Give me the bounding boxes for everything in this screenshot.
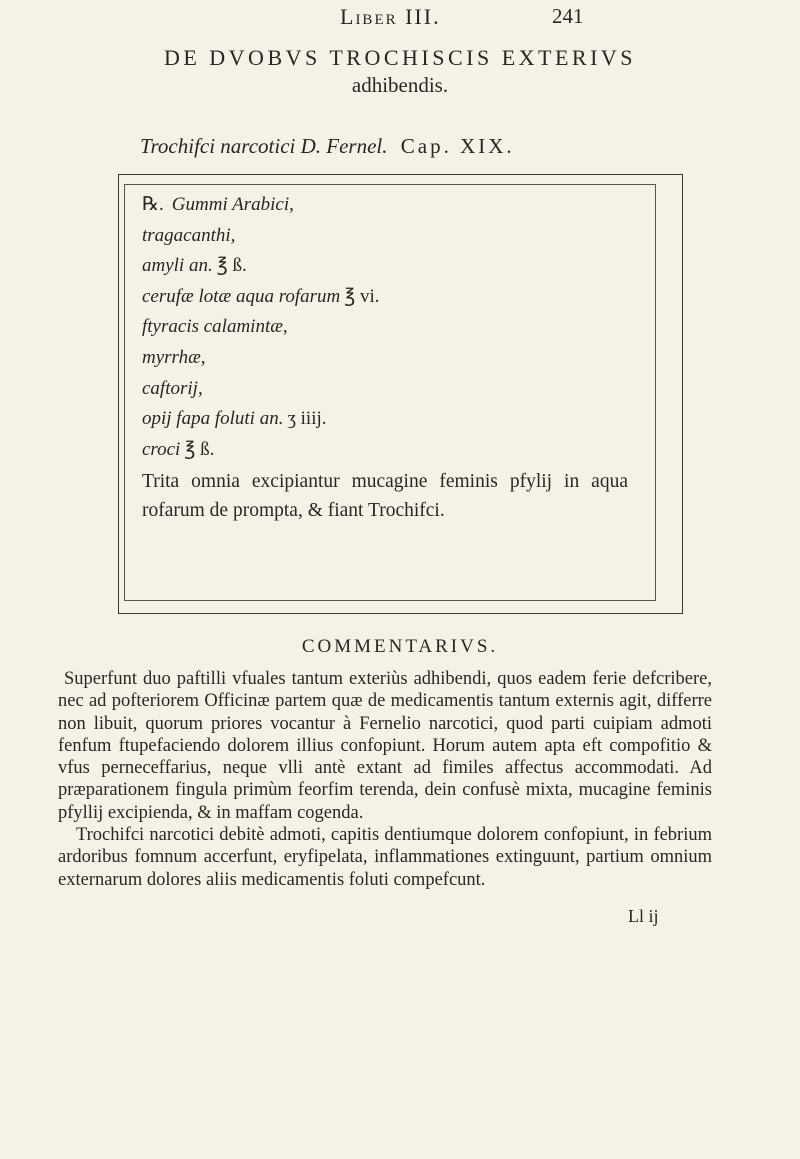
ingredient-name: tragacanthi, <box>142 224 236 246</box>
running-head <box>0 2 800 36</box>
heading-line-2: adhibendis. <box>351 73 449 97</box>
running-title: Liber III. <box>340 4 441 29</box>
ingredient-quantity: ℥ ß. <box>216 255 247 277</box>
ingredient-line <box>142 221 662 252</box>
recipe-rx-symbol: ℞. <box>142 194 164 215</box>
ingredient-line <box>142 404 662 435</box>
commentary-paragraph: Superfunt duo paftilli vfuales tantum exteriùs adhibendi, quos eadem ferie defcribere, nec ad pofteriorem Officinæ partem quæ de medicamentis tantum externis agit, differre non libuit, quorum priores vocantur à Fernelio narcotici, quod parti cuipiam admoti fenfum ftupefaciendo dolorem illius confopiunt. Horum autem apta eft compofitio & vfus perneceffarius, neque vlli antè extant ad fimiles affectus accommodati. Ad præparationem fingula primùm feorfim terenda, dein confusè mixta, mucagine feminis pfyllij excipienda, & in maffam cogenda. <box>58 669 712 823</box>
ingredient-line <box>142 343 662 374</box>
ingredient-quantity: ʒ iiij. <box>287 408 327 430</box>
ingredient-line <box>142 251 662 282</box>
commentary-heading: COMMENTARIVS. <box>301 636 499 657</box>
ingredient-name: amyli an. <box>142 255 213 277</box>
ingredient-line <box>142 282 662 313</box>
page-number: 241 <box>552 4 584 28</box>
recipe-title-text: Trochifci narcotici D. Fernel. <box>140 134 388 158</box>
ingredient-line <box>142 312 662 343</box>
section-heading <box>0 44 800 98</box>
ingredient-name: caftorij, <box>142 377 203 399</box>
chapter-number: Cap. XIX. <box>400 134 515 158</box>
ingredient-line <box>142 190 662 221</box>
ingredient-name: opij fapa foluti an. <box>142 408 284 430</box>
ingredient-line <box>142 435 662 466</box>
recipe-instruction: Trita omnia excipiantur mucagine feminis pfylij in aqua rofarum de prompta, & fiant Trochifci. <box>142 471 628 522</box>
heading-line-1: DE DVOBVS TROCHISCIS EXTERIVS <box>163 45 637 70</box>
recipe-title <box>140 134 515 159</box>
ingredient-name: cerufæ lotæ aqua rofarum <box>142 285 341 307</box>
commentary-paragraph: Trochifci narcotici debitè admoti, capitis dentiumque dolorem confopiunt, in febrium ardoribus fomnum accerfunt, eryfipelata, inflammationes extinguunt, partium omnium externarum dolores aliis medicamentis foluti compefcunt. <box>58 825 712 890</box>
ingredient-quantity: ℥ ß. <box>184 438 215 460</box>
ingredient-line <box>142 374 662 405</box>
ingredient-quantity: ℥ vi. <box>344 285 380 307</box>
commentary-body <box>58 668 712 891</box>
ingredient-name: croci <box>142 438 181 460</box>
ingredient-name: Gummi Arabici, <box>171 194 294 215</box>
ingredient-name: ftyracis calamintæ, <box>142 316 288 338</box>
ingredient-list <box>142 190 662 525</box>
ingredient-name: myrrhæ, <box>142 346 206 368</box>
catchword: Ll ij <box>628 906 659 926</box>
